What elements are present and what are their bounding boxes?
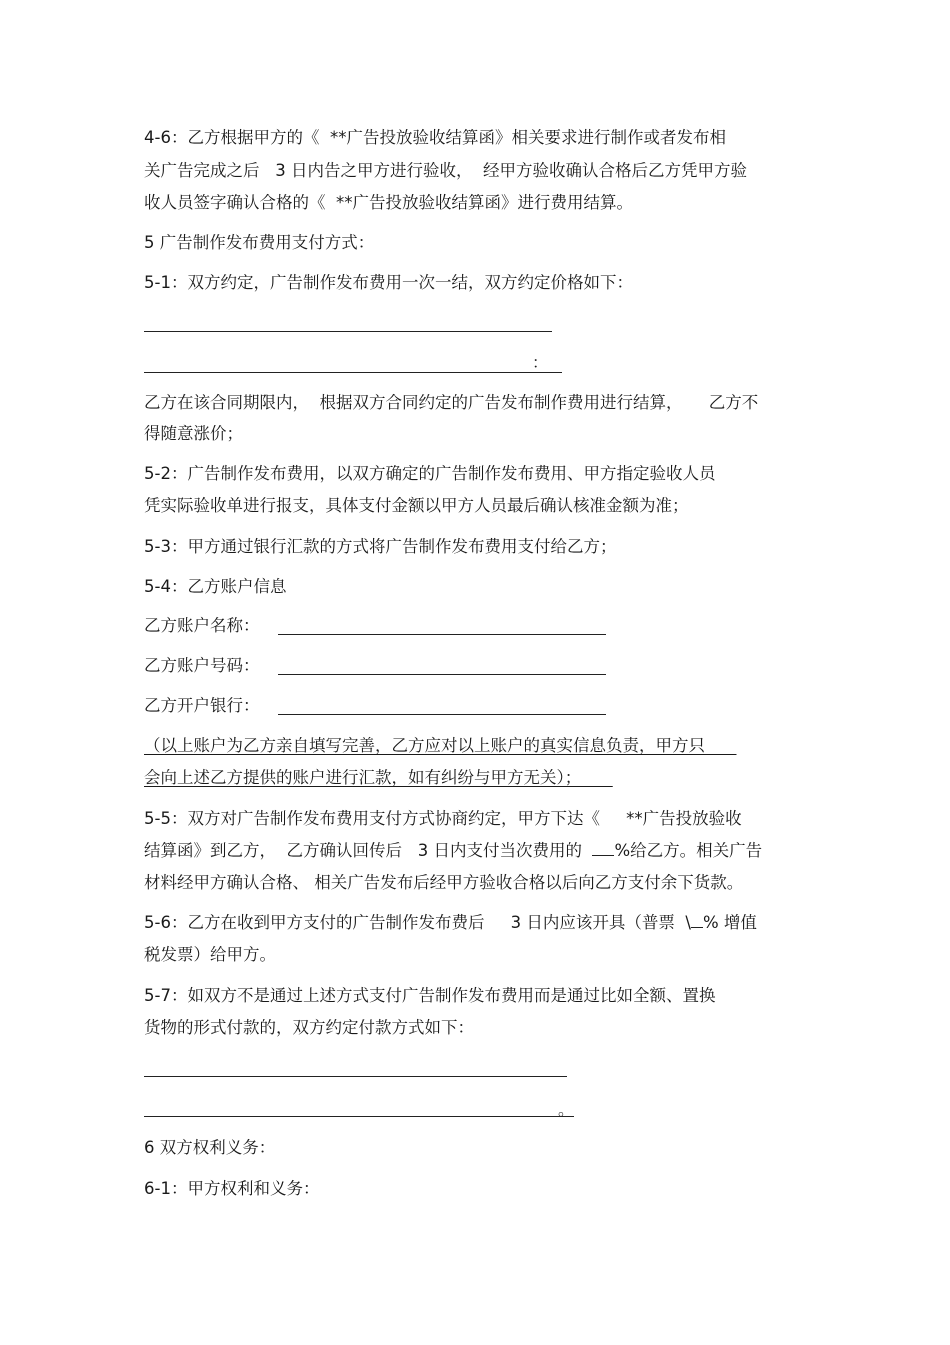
payment-blank-period: 。 bbox=[558, 1100, 575, 1119]
section-5-heading: 5 广告制作发布费用支付方式： bbox=[144, 233, 375, 252]
vat-percent-blank bbox=[691, 913, 703, 928]
clause-5-6-line-1-start: 5-6：乙方在收到甲方支付的广告制作发布费后 3 日内应该开具（普票 \ bbox=[144, 913, 691, 932]
account-bank-blank bbox=[278, 714, 606, 715]
payment-blank-line-2 bbox=[144, 1116, 574, 1117]
account-name-blank bbox=[278, 634, 606, 635]
clause-5-6-line-1 bbox=[144, 913, 757, 933]
clause-5-5-line-3: 材料经甲方确认合格、 相关广告发布后经甲方验收合格以后向乙方支付余下货款。 bbox=[144, 873, 744, 892]
clause-5-2-line-1: 5-2：广告制作发布费用，以双方确定的广告制作发布费用、甲方指定验收人员 bbox=[144, 464, 716, 483]
clause-5-5-line-2 bbox=[144, 841, 762, 861]
account-number-blank bbox=[278, 674, 606, 675]
price-clause-line-2: 得随意涨价； bbox=[144, 424, 243, 443]
clause-6-1: 6-1：甲方权利和义务： bbox=[144, 1179, 320, 1198]
price-blank-colon: ： bbox=[532, 353, 549, 372]
clause-5-7-line-1: 5-7：如双方不是通过上述方式支付广告制作发布费用而是通过比如全额、置换 bbox=[144, 986, 716, 1005]
percent-blank bbox=[592, 841, 614, 856]
account-name-label: 乙方账户名称： bbox=[144, 616, 260, 635]
section-6-heading: 6 双方权利义务： bbox=[144, 1138, 276, 1157]
clause-5-3: 5-3：甲方通过银行汇款的方式将广告制作发布费用支付给乙方； bbox=[144, 537, 617, 556]
clause-5-7-line-2: 货物的形式付款的，双方约定付款方式如下： bbox=[144, 1018, 474, 1037]
clause-5-5-line-2-start: 结算函》到乙方， 乙方确认回传后 3 日内支付当次费用的 bbox=[144, 841, 593, 860]
price-clause-line-1: 乙方在该合同期限内， 根据双方合同约定的广告发布制作费用进行结算， 乙方不 bbox=[144, 393, 759, 412]
price-blank-line-2 bbox=[144, 372, 562, 373]
clause-4-6-line-2: 关广告完成之后 3 日内告之甲方进行验收， 经甲方验收确认合格后乙方凭甲方验 bbox=[144, 161, 747, 180]
clause-5-2-line-2: 凭实际验收单进行报支，具体支付金额以甲方人员最后确认核准金额为准； bbox=[144, 496, 689, 515]
clause-5-6-line-2: 税发票）给甲方。 bbox=[144, 945, 276, 964]
clause-5-5-line-1: 5-5：双方对广告制作发布费用支付方式协商约定，甲方下达《 **广告投放验收 bbox=[144, 809, 742, 828]
account-note-line-2: 会向上述乙方提供的账户进行汇款，如有纠纷与甲方无关）； bbox=[144, 768, 613, 787]
account-note-line-1: （以上账户为乙方亲自填写完善，乙方应对以上账户的真实信息负责，甲方只 bbox=[144, 736, 737, 755]
clause-4-6-line-1: 4-6：乙方根据甲方的《 **广告投放验收结算函》相关要求进行制作或者发布相 bbox=[144, 128, 726, 147]
account-bank-label: 乙方开户银行： bbox=[144, 696, 260, 715]
price-blank-line-1 bbox=[144, 331, 552, 332]
payment-blank-line-1 bbox=[144, 1076, 567, 1077]
account-number-label: 乙方账户号码： bbox=[144, 656, 260, 675]
clause-5-4: 5-4：乙方账户信息 bbox=[144, 577, 287, 596]
clause-5-6-line-1-end: % 增值 bbox=[702, 913, 757, 932]
clause-5-1: 5-1：双方约定，广告制作发布费用一次一结，双方约定价格如下： bbox=[144, 273, 633, 292]
clause-4-6-line-3: 收人员签字确认合格的《 **广告投放验收结算函》进行费用结算。 bbox=[144, 193, 633, 212]
clause-5-5-line-2-end: %给乙方。相关广告 bbox=[614, 841, 763, 860]
